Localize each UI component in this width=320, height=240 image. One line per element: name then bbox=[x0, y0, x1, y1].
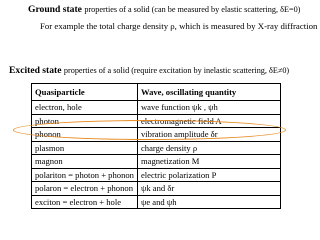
excited-state-label: Excited state bbox=[9, 65, 62, 76]
wave-quantity-cell: electromagnetic field A bbox=[137, 114, 280, 128]
column-header-quasiparticle: Quasiparticle bbox=[32, 84, 138, 101]
quasiparticle-cell: photon bbox=[32, 114, 138, 128]
table-row bbox=[32, 195, 281, 209]
ground-state-example: For example the total charge density ρ, which is measured by X-ray diffraction bbox=[40, 21, 318, 31]
table-row bbox=[32, 168, 281, 182]
ground-state-label: Ground state bbox=[28, 4, 82, 15]
table-header-row bbox=[32, 84, 281, 101]
wave-quantity-cell: vibration amplitude δr bbox=[137, 128, 280, 142]
table-row bbox=[32, 155, 281, 169]
table-row bbox=[32, 101, 281, 115]
phonon-highlight-oval bbox=[13, 120, 286, 140]
quasiparticle-cell: polariton = photon + phonon bbox=[32, 168, 138, 182]
ground-state-description: properties of a solid (can be measured by elastic scattering, δE=0) bbox=[84, 5, 301, 14]
column-header-wave: Wave, oscillating quantity bbox=[137, 84, 280, 101]
wave-quantity-cell: magnetization M bbox=[137, 155, 280, 169]
table-row bbox=[32, 182, 281, 196]
excited-state-description: properties of a solid (require excitation by inelastic scattering, δE≠0) bbox=[63, 66, 290, 75]
table-row bbox=[32, 141, 281, 155]
wave-quantity-cell: electric polarization P bbox=[137, 168, 280, 182]
quasiparticle-cell: plasmon bbox=[32, 141, 138, 155]
quasiparticle-cell: exciton = electron + hole bbox=[32, 195, 138, 209]
wave-quantity-cell: ψk and δr bbox=[137, 182, 280, 196]
wave-quantity-cell: ψe and ψh bbox=[137, 195, 280, 209]
quasiparticle-cell: electron, hole bbox=[32, 101, 138, 115]
quasiparticle-cell: polaron = electron + phonon bbox=[32, 182, 138, 196]
excited-state-line bbox=[9, 65, 289, 76]
ground-state-line bbox=[28, 4, 300, 15]
quasiparticle-cell: magnon bbox=[32, 155, 138, 169]
wave-quantity-cell: charge density ρ bbox=[137, 141, 280, 155]
quasiparticle-table bbox=[31, 83, 281, 209]
quasiparticle-cell: phonon bbox=[32, 128, 138, 142]
wave-quantity-cell: wave function ψk , ψh bbox=[137, 101, 280, 115]
